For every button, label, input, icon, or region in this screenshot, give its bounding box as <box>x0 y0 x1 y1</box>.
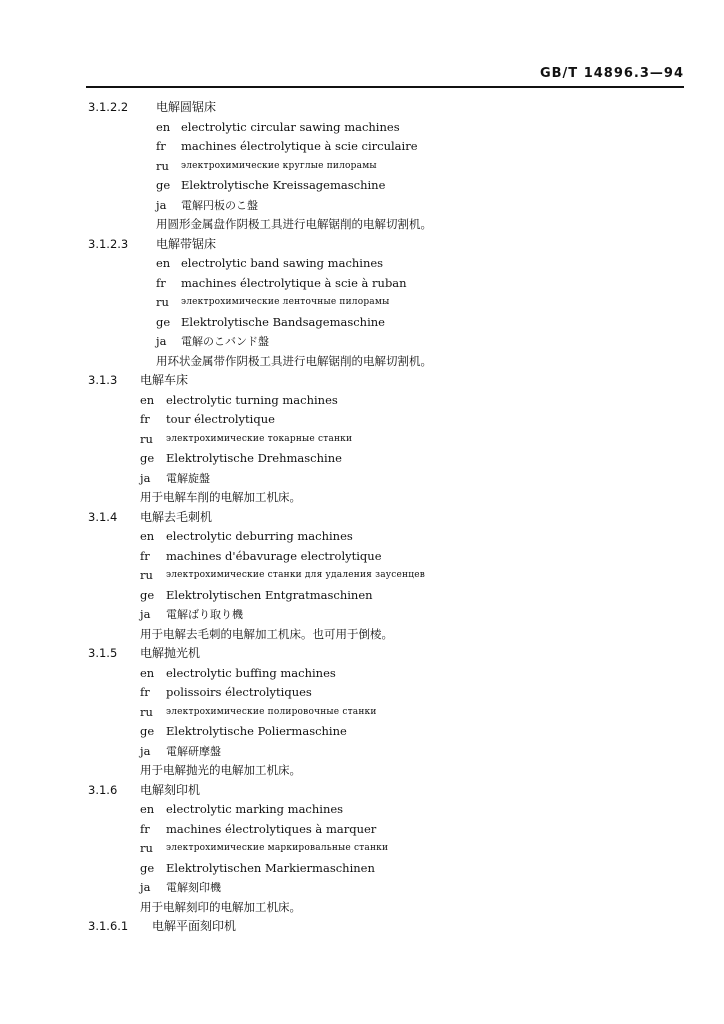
translation-en: electrolytic circular sawing machines <box>181 119 400 134</box>
term-definition: 用于电解去毛刺的电解加工机床。也可用于倒棱。 <box>140 626 393 641</box>
lang-code-ru: ru <box>140 704 153 719</box>
term-definition: 用圆形金属盘作阴极工具进行电解锯削的电解切割机。 <box>156 217 432 231</box>
translation-ru: электрохимические полировочные станки <box>166 706 377 717</box>
lang-code-ja: ja <box>156 334 167 348</box>
chinese-term: 电解圆锯床 <box>156 100 217 114</box>
translation-ge: Elektrolytischen Markiermaschinen <box>166 860 375 875</box>
lang-code-en: en <box>156 256 171 270</box>
chinese-term: 电解车床 <box>140 373 189 387</box>
term-entry <box>0 371 724 508</box>
lang-code-fr: fr <box>140 821 150 836</box>
chinese-term: 电解刻印机 <box>140 782 201 797</box>
lang-code-ja: ja <box>140 470 151 485</box>
translation-en: electrolytic band sawing machines <box>181 256 384 270</box>
lang-code-ja: ja <box>140 743 151 758</box>
term-definition: 用于电解抛光的电解加工机床。 <box>140 763 301 777</box>
term-number: 3.1.3 <box>88 373 118 387</box>
chinese-term: 电解带锯床 <box>156 236 217 251</box>
chinese-term: 电解平面刻印机 <box>152 919 237 933</box>
lang-code-en: en <box>156 119 171 134</box>
translation-fr: polissoirs électrolytiques <box>166 685 312 699</box>
translation-ja: 電解ばり取り機 <box>166 608 243 621</box>
translation-ge: Elektrolytische Kreissagemaschine <box>181 178 386 192</box>
translation-ru: электрохимические ленточные пилорамы <box>181 297 390 307</box>
translation-ru: электрохимические маркировальные станки <box>166 843 389 853</box>
translation-ja: 電解旋盤 <box>166 471 210 485</box>
translation-en: electrolytic marking machines <box>166 802 344 816</box>
lang-code-en: en <box>140 665 155 680</box>
lang-code-ge: ge <box>140 724 155 738</box>
document-code-header: GB/T 14896.3—94 <box>539 66 684 81</box>
term-entry <box>0 917 724 937</box>
term-entry <box>0 644 724 781</box>
translation-fr: machines électrolytique à scie à ruban <box>181 275 407 290</box>
lang-code-fr: fr <box>140 548 150 563</box>
term-number: 3.1.6 <box>88 782 118 797</box>
lang-code-ru: ru <box>140 841 153 855</box>
translation-en: electrolytic turning machines <box>166 392 338 407</box>
lang-code-ru: ru <box>140 568 153 582</box>
translation-ja: 電解円板のこ盤 <box>181 198 258 212</box>
translation-ru: электрохимические круглые пилорамы <box>181 160 377 171</box>
lang-code-ge: ge <box>140 860 155 875</box>
lang-code-ru: ru <box>156 295 169 309</box>
term-definition: 用于电解刻印的电解加工机床。 <box>140 899 301 914</box>
lang-code-ge: ge <box>156 178 171 192</box>
translation-ru: электрохимические токарные станки <box>166 433 353 444</box>
translation-en: electrolytic buffing machines <box>166 665 336 680</box>
term-definition: 用于电解车削的电解加工机床。 <box>140 490 301 504</box>
term-number: 3.1.4 <box>88 509 118 524</box>
lang-code-ja: ja <box>156 197 167 212</box>
translation-ja: 電解研摩盤 <box>166 744 221 758</box>
translation-ja: 電解のこバンド盤 <box>181 335 269 348</box>
lang-code-en: en <box>140 529 155 543</box>
translation-en: electrolytic deburring machines <box>166 529 353 543</box>
lang-code-ja: ja <box>140 607 151 621</box>
term-definition: 用环状金属带作阴极工具进行电解锯削的电解切割机。 <box>156 353 432 368</box>
translation-fr: tour électrolytique <box>166 412 275 426</box>
term-number: 3.1.2.2 <box>88 100 129 114</box>
lang-code-ru: ru <box>156 158 169 173</box>
term-number: 3.1.5 <box>88 646 118 660</box>
lang-code-fr: fr <box>156 139 166 153</box>
lang-code-en: en <box>140 392 155 407</box>
lang-code-fr: fr <box>140 685 150 699</box>
lang-code-ja: ja <box>140 880 151 894</box>
translation-fr: machines électrolytique à scie circulaire <box>181 139 418 153</box>
term-number: 3.1.6.1 <box>88 919 129 933</box>
chinese-term: 电解抛光机 <box>140 646 201 660</box>
term-number: 3.1.2.3 <box>88 236 129 251</box>
translation-fr: machines d'ébavurage electrolytique <box>166 548 382 563</box>
term-entry <box>0 98 724 235</box>
lang-code-ge: ge <box>156 314 171 329</box>
translation-ge: Elektrolytische Bandsagemaschine <box>181 314 385 329</box>
lang-code-fr: fr <box>140 412 150 426</box>
lang-code-ru: ru <box>140 431 153 446</box>
lang-code-ge: ge <box>140 587 155 602</box>
translation-ru: электрохимические станки для удаления заусенцев <box>166 570 426 580</box>
translation-ge: Elektrolytischen Entgratmaschinen <box>166 587 373 602</box>
translation-ge: Elektrolytische Poliermaschine <box>166 724 347 738</box>
lang-code-en: en <box>140 802 155 816</box>
translation-ja: 電解刻印機 <box>166 881 221 894</box>
lang-code-ge: ge <box>140 451 155 465</box>
lang-code-fr: fr <box>156 275 166 290</box>
term-entry <box>0 781 724 918</box>
translation-ge: Elektrolytische Drehmaschine <box>166 451 342 465</box>
header-rule <box>86 86 684 88</box>
term-entry <box>0 235 724 372</box>
term-list <box>0 98 724 937</box>
chinese-term: 电解去毛刺机 <box>140 509 213 524</box>
term-entry <box>0 508 724 645</box>
translation-fr: machines électrolytiques à marquer <box>166 821 377 836</box>
